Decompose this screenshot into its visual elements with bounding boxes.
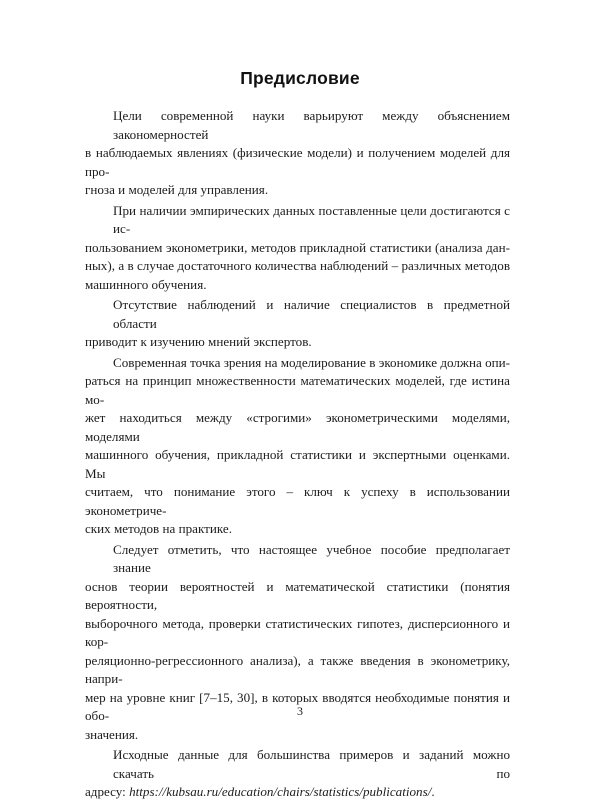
text-line: реляционно-регрессионного анализа), а также введения в эконометрику, напри-	[85, 652, 510, 686]
text-line-with-url	[85, 783, 510, 802]
text-line: пользованием эконометрики, методов прикладной статистики (анализа дан-	[85, 239, 510, 255]
paragraph-4	[85, 354, 510, 539]
address-suffix: .	[431, 784, 435, 799]
paragraph-3	[85, 296, 510, 352]
text-line: основ теории вероятностей и математической статистики (понятия вероятности,	[85, 578, 510, 612]
paragraph-6	[85, 746, 510, 802]
page-title: Предисловие	[240, 68, 360, 88]
text-line: Отсутствие наблюдений и наличие специалистов в предметной области	[113, 297, 510, 331]
text-line: значения.	[85, 726, 139, 742]
text-line: гноза и моделей для управления.	[85, 182, 269, 197]
text-line: ских методов на практике.	[85, 521, 232, 536]
text-line: Следует отметить, что настоящее учебное пособие предполагает знание	[113, 541, 510, 575]
text-line: приводит к изучению мнений экспертов.	[85, 334, 312, 349]
text-line: жет находиться между «строгими» эконометрическими моделями, моделями	[85, 410, 510, 444]
text-line: мер на уровне книг [7–15, 30], в которых вводятся необходимые понятия и обо-	[85, 689, 510, 723]
text-line: считаем, что понимание этого – ключ к успеху в использовании эконометриче-	[85, 484, 510, 518]
page-number: 3	[297, 704, 303, 718]
text-line: Исходные данные для большинства примеров и заданий можно скачать по	[113, 747, 510, 781]
text-line: раться на принцип множественности математических моделей, где истина мо-	[85, 373, 510, 407]
text-line: в наблюдаемых явлениях (физические модели) и получением моделей для про-	[85, 145, 510, 179]
body-text	[85, 107, 510, 804]
address-prefix: адресу:	[85, 784, 130, 799]
text-line: выборочного метода, проверки статистических гипотез, дисперсионного и кор-	[85, 615, 510, 649]
text-line: машинного обучения, прикладной статистики и экспертными оценками. Мы	[85, 447, 510, 481]
paragraph-1	[85, 107, 510, 200]
paragraph-2	[85, 202, 510, 295]
text-line: Цели современной науки варьируют между объяснением закономерностей	[113, 108, 510, 142]
text-line: Современная точка зрения на моделирование в экономике должна опи-	[113, 354, 510, 370]
download-url-link[interactable]: https://kubsau.ru/education/chairs/statistics/publications/	[129, 784, 432, 799]
text-line: При наличии эмпирических данных поставленные цели достигаются с ис-	[113, 202, 510, 236]
text-line: ных), а в случае достаточного количества наблюдений – различных методов	[85, 258, 510, 273]
text-line: машинного обучения.	[85, 276, 207, 292]
